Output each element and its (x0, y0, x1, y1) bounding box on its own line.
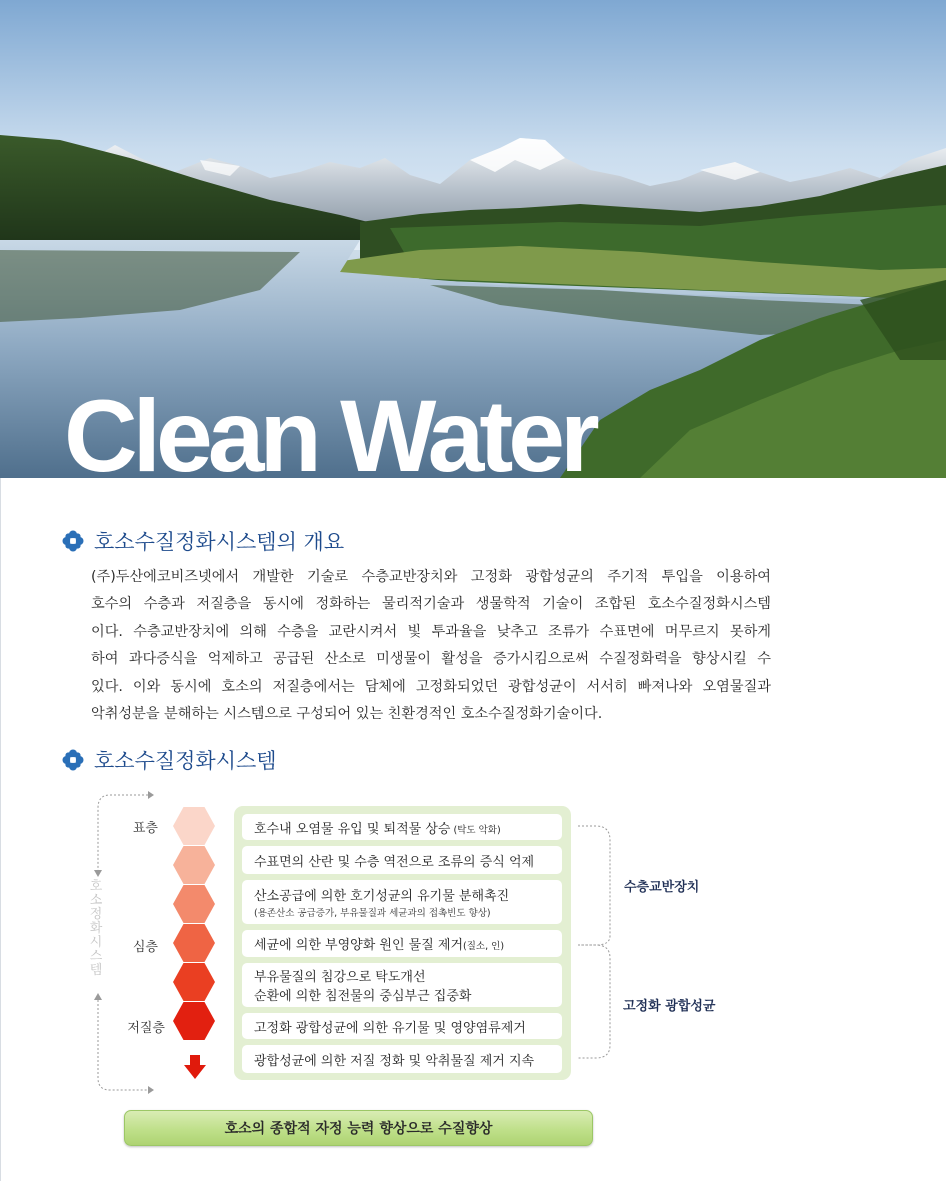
process-item (242, 1045, 562, 1073)
paragraph-line: (주)두산에코비즈넷에서 개발한 기술로 수층교반장치와 고정화 광합성균의 주기적 투입을 이용하여 (91, 569, 771, 585)
layer-label-sediment: 저질층 (127, 1021, 165, 1036)
process-item (242, 846, 562, 874)
vertical-system-label: 호소정화시스템 (89, 879, 103, 978)
paragraph-line: 악취성분을 분해하는 시스템으로 구성되어 있는 친환경적인 호소수질정화기술이다. (91, 706, 603, 723)
process-item-text: 부유물질의 침강으로 탁도개선 (254, 970, 426, 985)
process-item-text: 세균에 의한 부영양화 원인 물질 제거 (254, 938, 464, 953)
process-item-subtext: (용존산소 공급증가, 부유물질과 세균과의 접촉빈도 향상) (254, 908, 491, 919)
process-item-text: 고정화 광합성균에 의한 유기물 및 영양염류제거 (254, 1020, 526, 1036)
process-item (242, 930, 562, 957)
section-heading-text: 호소수질정화시스템 (94, 749, 277, 773)
process-item-note: (탁도 악화) (450, 824, 501, 836)
process-item-text-2: 순환에 의한 침전물의 중심부근 집중화 (254, 989, 472, 1004)
brace-label-bacteria: 고정화 광합성균 (623, 999, 716, 1014)
process-item-text: 산소공급에 의한 호기성균의 유기물 분해촉진 (254, 889, 510, 904)
process-item-text: 광합성균에 의한 저질 정화 및 악취물질 제거 지속 (254, 1053, 535, 1069)
process-item-note: (질소, 인) (463, 941, 505, 952)
result-text: 호소의 종합적 자정 능력 향상으로 수질향상 (224, 1121, 493, 1137)
process-item-text: 수표면의 산란 및 수층 역전으로 조류의 증식 억제 (254, 854, 535, 870)
process-item (242, 814, 562, 840)
hero-title: Clean Water (64, 379, 595, 478)
paragraph-line: 하여 과다증식을 억제하고 공급된 산소로 미생물이 활성을 증가시킴으로써 수질정화력을 향상시킬 수 (91, 651, 771, 668)
brace-label-mixer: 수층교반장치 (624, 880, 700, 895)
result-bar (124, 1110, 593, 1146)
layer-label-surface: 표층 (132, 821, 158, 836)
section-heading-text: 호소수질정화시스템의 개요 (94, 530, 345, 554)
layer-label-deep: 심층 (132, 940, 158, 955)
down-arrow-icon (184, 1055, 206, 1079)
process-item (242, 880, 562, 924)
paragraph-line: 호수의 수층과 저질층을 동시에 정화하는 물리적기술과 생물학적 기술이 조합된 호소수질정화시스템 (91, 596, 771, 613)
process-item (242, 963, 562, 1007)
paragraph-line: 있다. 이와 동시에 호소의 저질층에서는 담체에 고정화되었던 광합성균이 서서히 빠져나와 오염물질과 (91, 678, 771, 695)
process-item-text: 호수내 오염물 유입 및 퇴적물 상승 (254, 821, 451, 837)
paragraph-line: 이다. 수층교반장치에 의해 수층을 교란시켜서 빛 투과율을 낮추고 조류가 수표면에 머무르지 못하게 (91, 623, 771, 640)
process-item (242, 1013, 562, 1039)
